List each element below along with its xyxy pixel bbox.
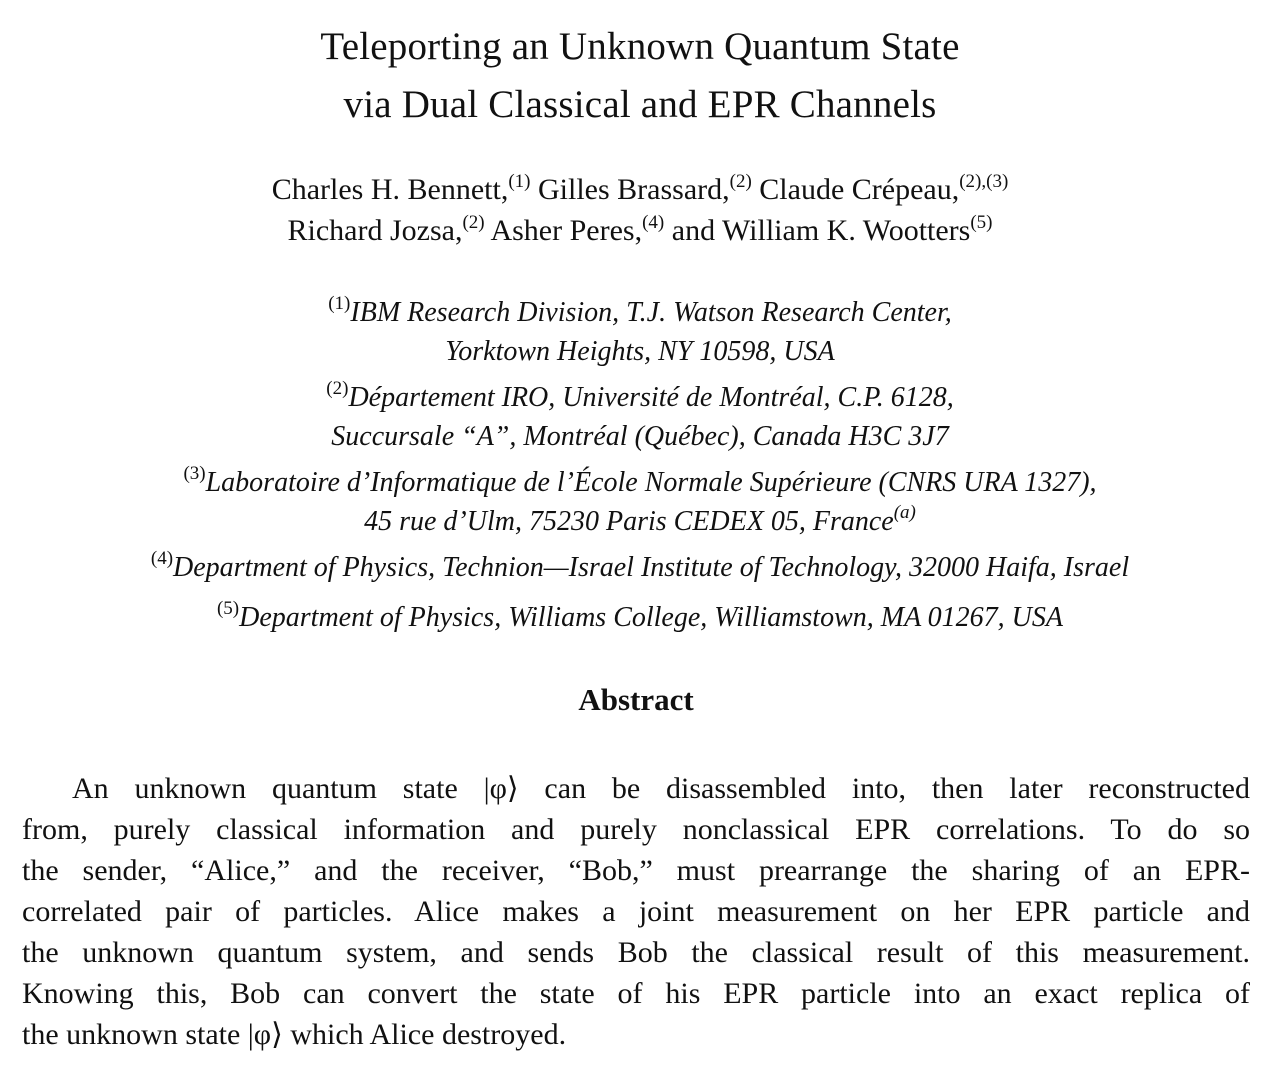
affiliation-text: Département IRO, Université de Montréal, C.P. 6128, (348, 382, 954, 413)
affiliation-2-line-2: Succursale “A”, Montréal (Québec), Canada H3C 3J7 (331, 421, 949, 452)
affiliation-mark: (5) (216, 598, 240, 619)
author-name: Asher Peres, (490, 214, 643, 247)
author-list-line-2 (0, 213, 1280, 249)
author-name: Gilles Brassard, (538, 173, 730, 206)
author-affiliation-mark: (2) (729, 171, 752, 192)
affiliation-3-line-1 (0, 463, 1280, 500)
affiliation-text: Department of Physics, Williams College, Williamstown, MA 01267, USA (239, 602, 1064, 633)
author-name-prefix: and (671, 214, 723, 247)
paper-title-line-2: via Dual Classical and EPR Channels (343, 83, 937, 126)
author-affiliation-mark: (2),(3) (959, 171, 1009, 192)
affiliation-1-line-2: Yorktown Heights, NY 10598, USA (445, 336, 835, 367)
author-affiliation-mark: (4) (642, 212, 665, 233)
author-name: Richard Jozsa, (287, 214, 463, 247)
affiliation-text: Laboratoire d’Informatique de l’École Normale Supérieure (CNRS URA 1327), (205, 467, 1097, 498)
author-affiliation-mark: (1) (508, 171, 531, 192)
author-name: Claude Crépeau, (759, 173, 960, 206)
affiliation-mark: (4) (150, 548, 174, 569)
author-affiliation-mark: (2) (462, 212, 485, 233)
abstract-line: Knowing this, Bob can convert the state of his EPR particle into an exact replica of (22, 977, 1250, 1010)
abstract-line: the sender, “Alice,” and the receiver, “Bob,” must prearrange the sharing of an EPR- (22, 854, 1250, 887)
author-name: William K. Wootters (722, 214, 971, 247)
affiliation-mark: (2) (326, 378, 349, 399)
affiliation-5 (0, 598, 1280, 635)
affiliation-mark: (1) (328, 293, 351, 314)
affiliation-2-line-1 (0, 378, 1280, 415)
affiliation-1-line-1 (0, 293, 1280, 330)
affiliation-3-line-2 (0, 502, 1280, 539)
footnote-mark: (a) (893, 502, 916, 523)
abstract-line: An unknown quantum state |φ⟩ can be disassembled into, then later reconstructed (72, 772, 1250, 805)
abstract-line: from, purely classical information and purely nonclassical EPR correlations. To do so (22, 813, 1250, 846)
abstract-body (22, 768, 1250, 1055)
affiliation-4 (0, 548, 1280, 585)
abstract-line: the unknown state |φ⟩ which Alice destroyed. (22, 1018, 567, 1051)
paper-title-line-1: Teleporting an Unknown Quantum State (320, 25, 960, 68)
affiliation-mark: (3) (183, 463, 206, 484)
abstract-line: the unknown quantum system, and sends Bob the classical result of this measurement. (22, 936, 1250, 969)
affiliation-text: 45 rue d’Ulm, 75230 Paris CEDEX 05, France (364, 506, 894, 537)
affiliation-text: IBM Research Division, T.J. Watson Research Center, (350, 297, 952, 328)
author-affiliation-mark: (5) (970, 212, 993, 233)
affiliation-text: Department of Physics, Technion—Israel Institute of Technology, 32000 Haifa, Israel (173, 552, 1130, 583)
abstract-heading: Abstract (578, 682, 694, 717)
author-list-line-1 (0, 172, 1280, 208)
abstract-line: correlated pair of particles. Alice makes a joint measurement on her EPR particle and (22, 895, 1250, 928)
author-name: Charles H. Bennett, (271, 173, 509, 206)
